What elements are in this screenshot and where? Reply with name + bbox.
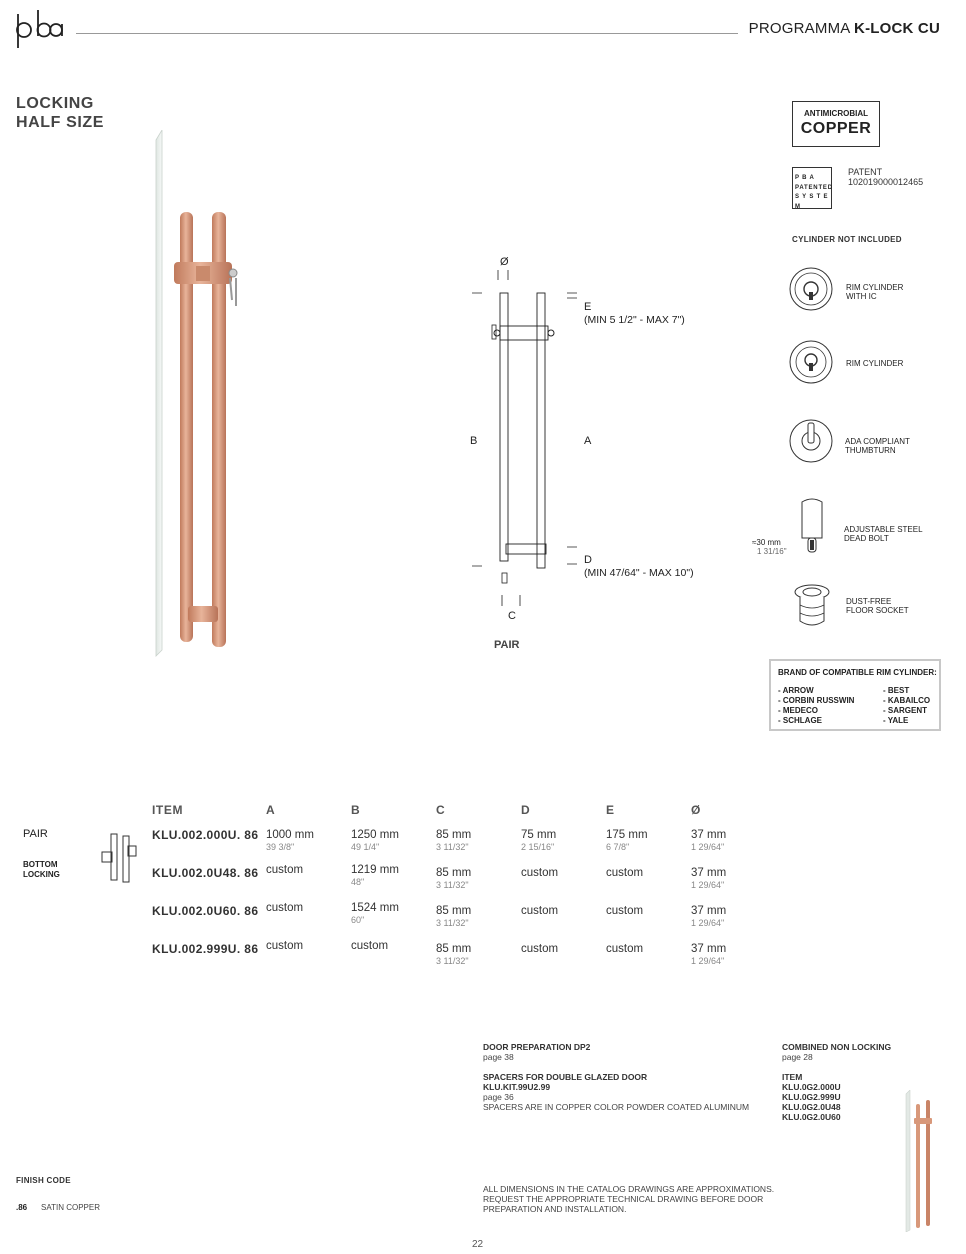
pba-patented-badge: P B A PATENTED S Y S T E M [792,167,832,209]
finish-name: SATIN COPPER [41,1203,100,1212]
table-row-item: KLU.002.0U60. 86 [152,904,259,918]
brands-heading: BRAND OF COMPATIBLE RIM CYLINDER: [778,668,937,677]
brands-list-left: - ARROW - CORBIN RUSSWIN - MEDECO - SCHLAGE [778,686,855,725]
glass-panel [156,130,162,656]
cylinder-label-thumbturn: ADA COMPLIANT THUMBTURN [845,437,910,455]
keys-icon [230,278,236,306]
table-cell: custom [351,940,389,952]
rim-cylinder-icon [787,338,835,386]
table-cell: custom [266,940,304,952]
col-header-b: B [351,803,361,817]
drawing-lock [500,326,548,340]
table-row-item: KLU.002.999U. 86 [152,942,259,956]
combined-non-locking-note: COMBINED NON LOCKING page 28 ITEM KLU.0G2.000U KLU.0G2.999U KLU.0G2.0U48 KLU.0G2.0U60 [782,1042,892,1122]
table-cell: 1000 mm 39 3/8" [266,829,314,852]
disclaimer: ALL DIMENSIONS IN THE CATALOG DRAWINGS ARE APPROXIMATIONS. REQUEST THE APPROPRIATE TECHNICAL DRAWING BEFORE DOOR PREPARATION AND INSTALLATION. [483,1184,775,1214]
table-cell: 1250 mm 49 1/4" [351,829,399,852]
table-cell: 1219 mm 48" [351,864,399,887]
table-cell: 37 mm 1 29/64" [691,943,727,966]
dim-a-label: A [584,435,592,447]
rim-cylinder-ic-icon [787,265,835,313]
header-rule [76,33,738,34]
dim-d-label: D [584,554,592,566]
pba-logo [12,4,64,50]
col-header-c: C [436,803,446,817]
table-cell: 1524 mm 60" [351,902,399,925]
table-cell: custom [606,867,644,879]
dead-bolt-icon [798,494,826,556]
table-cell: custom [521,943,559,955]
brands-list-right: - BEST - KABAILCO - SARGENT - YALE [883,686,931,725]
bottom-locking-label: BOTTOM LOCKING [23,860,60,879]
table-cell: custom [266,902,304,914]
table-cell: custom [606,943,644,955]
table-cell: custom [606,905,644,917]
table-cell: 75 mm 2 15/16" [521,829,557,852]
cylinder-label-rim: RIM CYLINDER [846,359,904,368]
combined-product-photo [904,1090,938,1232]
patent-info: PATENT 102019000012465 [848,167,924,187]
page-number: 22 [472,1239,484,1250]
lock-cylinder [229,269,237,277]
cylinder-label-socket: DUST-FREE FLOOR SOCKET [846,597,909,615]
thumbturn-icon [787,417,835,465]
cylinder-label-rim-ic: RIM CYLINDER WITH IC [846,283,904,301]
cylinder-label-deadbolt: ADJUSTABLE STEEL DEAD BOLT [844,525,923,543]
col-header-d: D [521,803,531,817]
col-header-a: A [266,803,276,817]
phi-label: Ø [500,256,509,268]
dim-c-label: C [508,610,516,622]
table-cell: custom [521,867,559,879]
dim-e-label: E [584,301,592,313]
technical-diagram [462,250,712,660]
drawing-bar-right [537,293,545,568]
antimicrobial-badge: ANTIMICROBIAL COPPER [792,101,880,147]
table-row-item: KLU.002.0U48. 86 [152,866,259,880]
table-cell: 37 mm 1 29/64" [691,829,727,852]
pull-handle-thumbnail-icon [100,832,140,884]
col-header-e: E [606,803,615,817]
table-cell: 85 mm 3 11/32" [436,943,472,966]
table-cell: 85 mm 3 11/32" [436,905,472,928]
dim-e-range: (MIN 5 1/2" - MAX 7") [584,314,685,326]
page-title: LOCKING HALF SIZE [16,95,105,131]
pair-label: PAIR [494,639,520,651]
table-cell: 37 mm 1 29/64" [691,867,727,890]
deadbolt-dimension: ≈30 mm 1 31/16" [752,538,787,556]
finish-code: .86 [16,1203,28,1212]
door-preparation-note: DOOR PREPARATION DP2 page 38 SPACERS FOR DOUBLE GLAZED DOOR KLU.KIT.99U2.99 page 36 SPACERS ARE IN COPPER COLOR POWDER COATED ALUMINUM [483,1042,750,1112]
table-cell: custom [521,905,559,917]
col-header-item: ITEM [152,803,184,817]
cylinder-heading: CYLINDER NOT INCLUDED [792,235,902,244]
bottom-connector [188,606,218,622]
product-photo [150,130,250,660]
drawing-bar-left [500,293,508,561]
dim-d-range: (MIN 47/64" - MAX 10") [584,567,694,579]
table-cell: 85 mm 3 11/32" [436,867,472,890]
program-title: PROGRAMMA K-LOCK CU [748,20,940,37]
table-cell: 175 mm 6 7/8" [606,829,648,852]
dim-b-label: B [470,435,478,447]
drawing-bottom-bolt [506,544,546,554]
compatible-brands-box [769,659,941,731]
table-cell: 85 mm 3 11/32" [436,829,472,852]
pair-type-label: PAIR [23,828,48,840]
table-cell: 37 mm 1 29/64" [691,905,727,928]
table-cell: custom [266,864,304,876]
finish-code-heading: FINISH CODE [16,1176,71,1185]
floor-socket-icon [792,583,832,629]
table-row-item: KLU.002.000U. 86 [152,828,259,842]
col-header-phi: Ø [691,803,701,817]
